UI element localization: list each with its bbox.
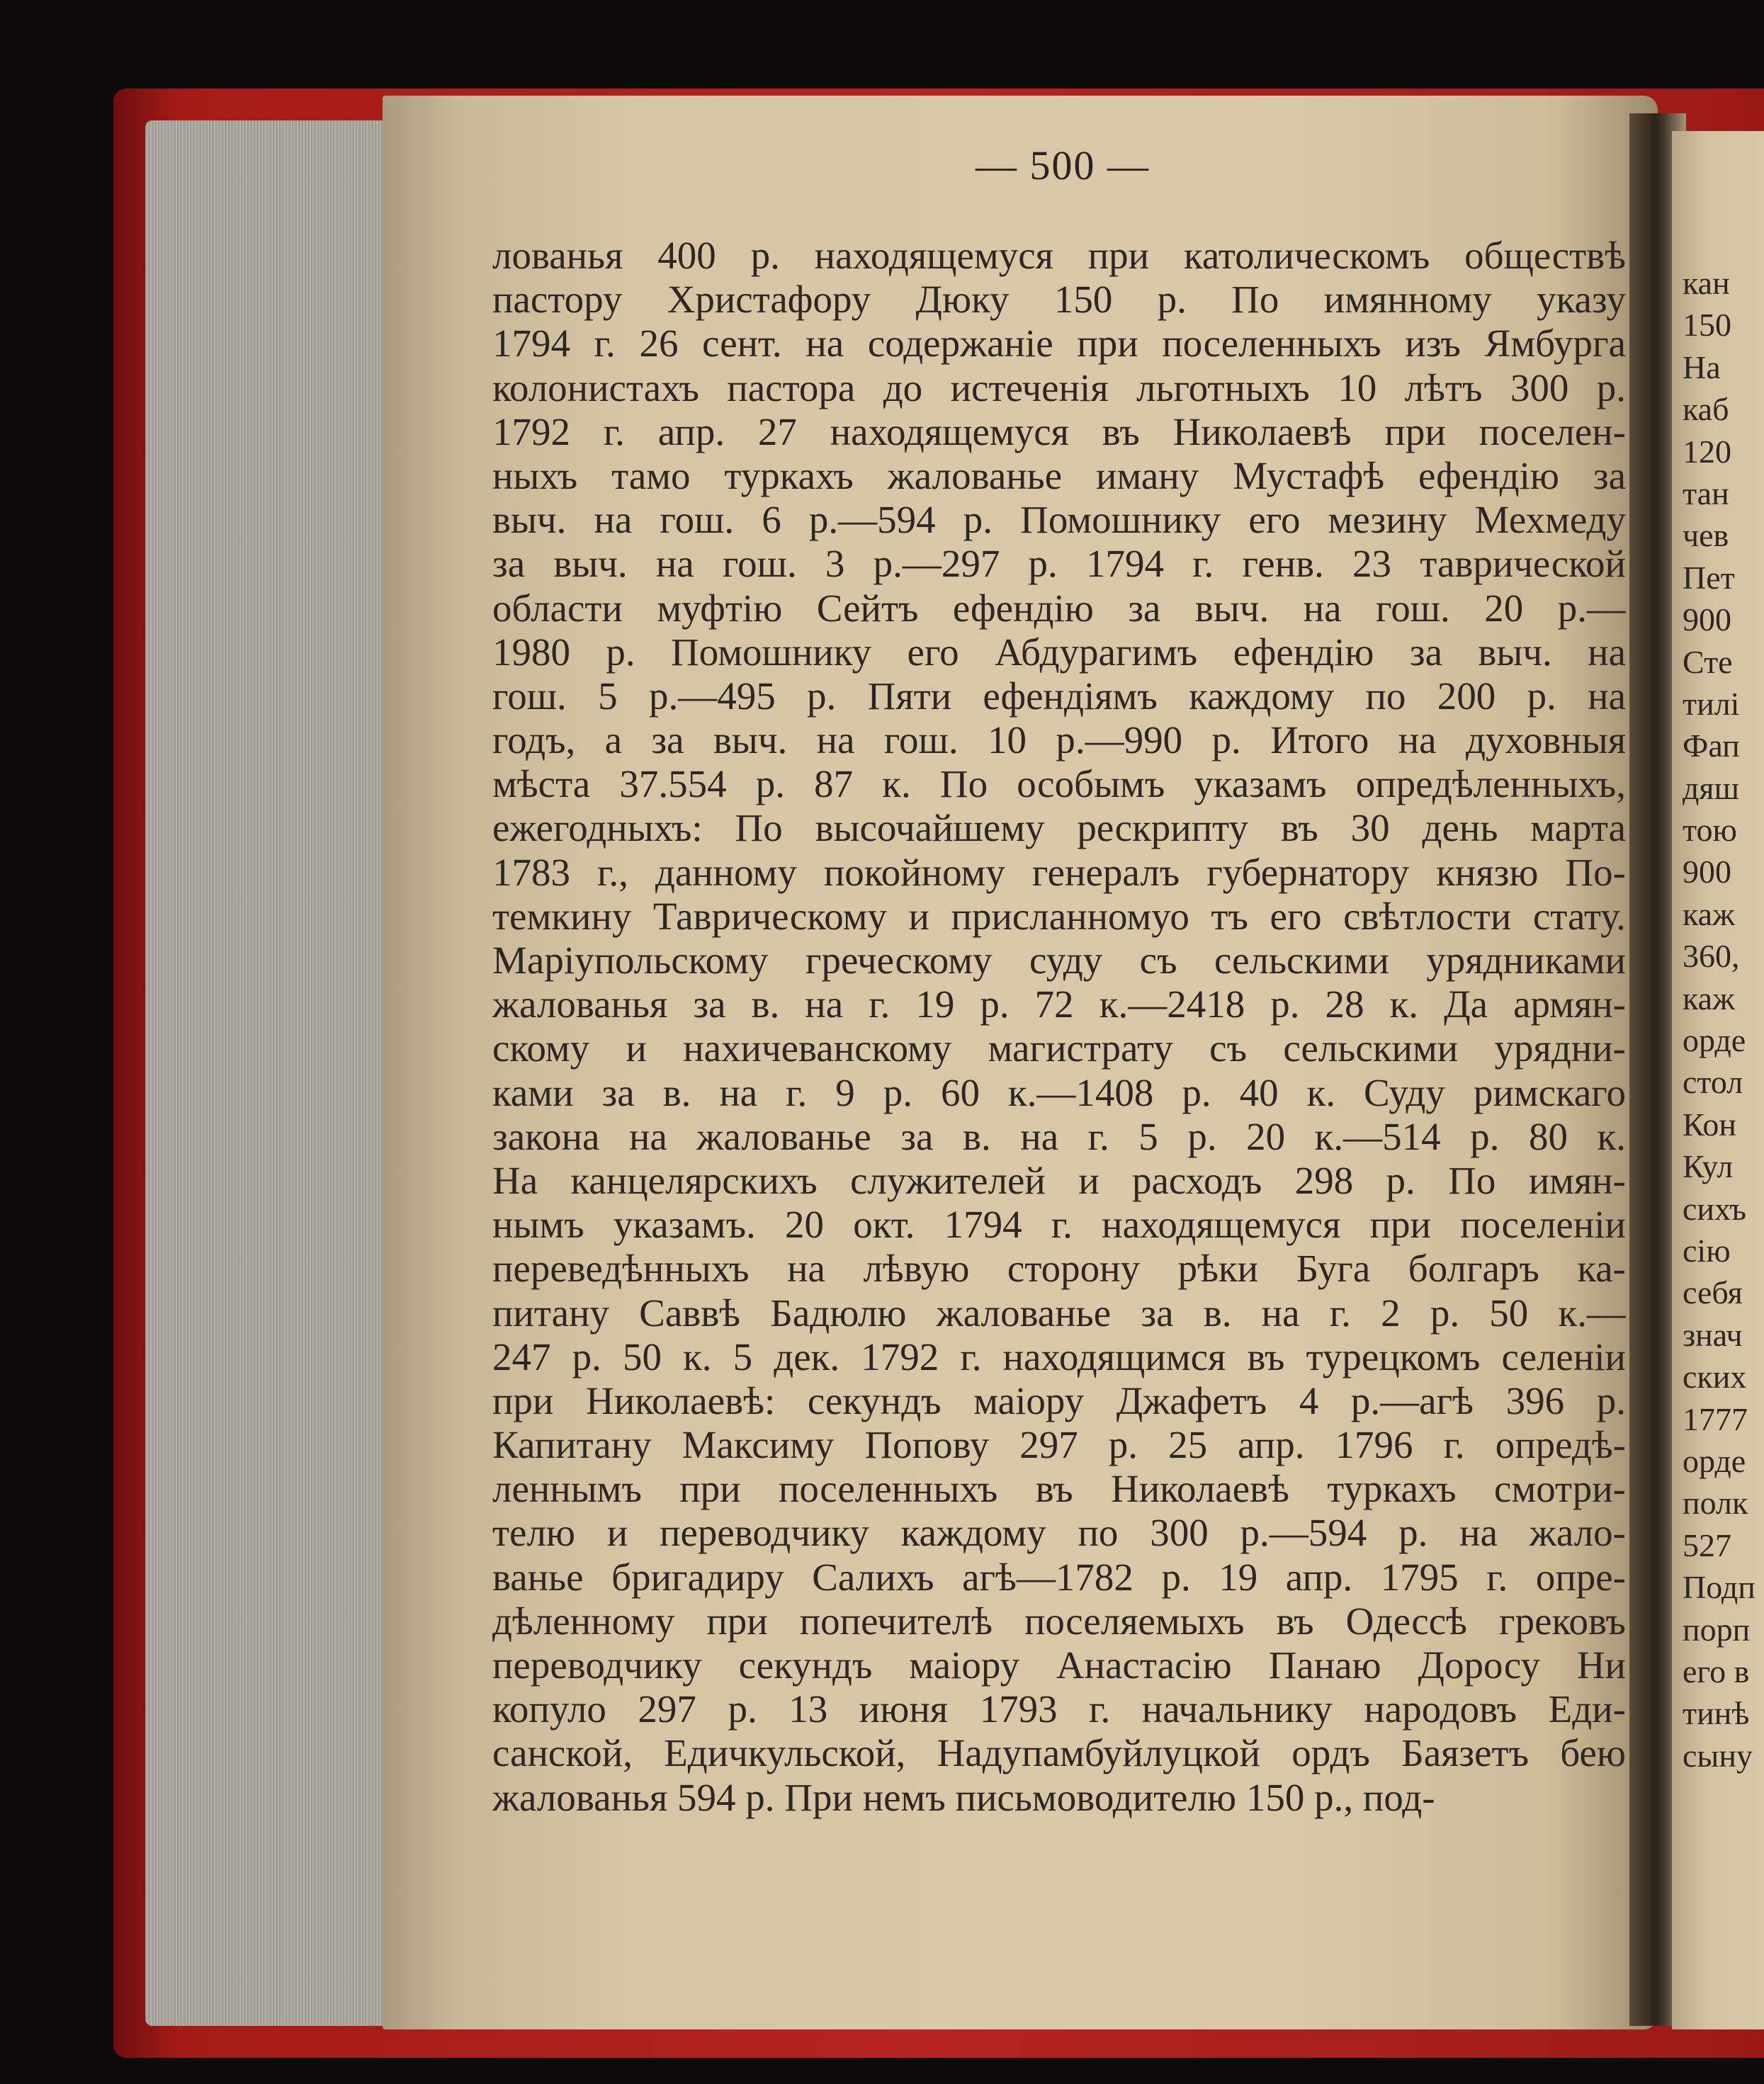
fragment-line: каб bbox=[1683, 391, 1729, 428]
fragment-line: тою bbox=[1683, 812, 1737, 849]
text-line: 1783 г., данному покойному генералъ губернатору князю По- bbox=[492, 850, 1626, 894]
fragment-line: ских bbox=[1683, 1359, 1747, 1395]
fragment-line: орде bbox=[1683, 1022, 1746, 1059]
text-line: 1792 г. апр. 27 находящемуся въ Николаевѣ при поселен- bbox=[492, 409, 1626, 453]
fragment-line: дяш bbox=[1683, 769, 1739, 806]
text-line: переведѣнныхъ на лѣвую сторону рѣки Буга болгаръ ка- bbox=[492, 1247, 1626, 1291]
fragment-line: каж bbox=[1683, 895, 1735, 932]
text-line: Маріупольскому греческому суду съ сельскими урядниками bbox=[492, 939, 1626, 982]
fragment-line: сыну bbox=[1683, 1737, 1753, 1774]
text-line: переводчику секундъ маіору Анастасію Панаю Доросу Ни bbox=[492, 1643, 1626, 1687]
fragment-line: 150 bbox=[1683, 307, 1731, 344]
fragment-line: себя bbox=[1683, 1274, 1743, 1311]
text-line: при Николаевѣ: секундъ маіору Джафетъ 4 р.—агѣ 396 р. bbox=[492, 1378, 1626, 1422]
text-line: ежегодныхъ: По высочайшему рескрипту въ 30 день марта bbox=[492, 806, 1626, 850]
fragment-line: чев bbox=[1683, 517, 1729, 554]
text-line: 1794 г. 26 сент. на содержаніе при поселенныхъ изъ Ямбурга bbox=[492, 322, 1626, 366]
fragment-line: 360, bbox=[1683, 938, 1740, 975]
fragment-line: На bbox=[1683, 349, 1721, 385]
fragment-line: Сте bbox=[1683, 643, 1733, 680]
next-page-text-fragment bbox=[1683, 262, 1764, 1777]
text-line: выч. на гош. 6 р.—594 р. Помошнику его мезину Мехмеду bbox=[492, 498, 1626, 542]
text-line: 1980 р. Помошнику его Абдурагимъ ефендію за выч. на bbox=[492, 630, 1626, 674]
text-line: ванье бригадиру Салихъ агѣ—1782 р. 19 апр. 1795 г. опре- bbox=[492, 1555, 1626, 1599]
text-line: питану Саввѣ Бадюлю жалованье за в. на г. 2 р. 50 к.— bbox=[492, 1291, 1626, 1335]
text-line: дѣленному при попечителѣ поселяемыхъ въ Одессѣ грековъ bbox=[492, 1599, 1626, 1643]
fragment-line: 1777 bbox=[1683, 1400, 1748, 1437]
fragment-line: сихъ bbox=[1683, 1190, 1747, 1227]
main-text-column bbox=[492, 234, 1626, 1820]
text-line: На канцелярскихъ служителей и расходъ 298 р. По имян- bbox=[492, 1158, 1626, 1202]
text-line: гош. 5 р.—495 р. Пяти ефендіямъ каждому по 200 р. на bbox=[492, 674, 1626, 718]
text-line: жалованья за в. на г. 19 р. 72 к.—2418 р. 28 к. Да армян- bbox=[492, 982, 1626, 1026]
fragment-line: Пет bbox=[1683, 559, 1735, 596]
fragment-line: Подп bbox=[1683, 1569, 1755, 1606]
text-line: телю и переводчику каждому по 300 р.—594 р. на жало- bbox=[492, 1511, 1626, 1555]
fragment-line: каж bbox=[1683, 980, 1735, 1016]
text-line: закона на жалованье за в. на г. 5 р. 20 к.—514 р. 80 к. bbox=[492, 1114, 1626, 1158]
fragment-line: знач bbox=[1683, 1316, 1743, 1353]
text-line: пастору Христафору Дюку 150 р. По имянному указу bbox=[492, 278, 1626, 322]
text-line: мѣста 37.554 р. 87 к. По особымъ указамъ опредѣленныхъ, bbox=[492, 762, 1626, 806]
fragment-line: полк bbox=[1683, 1485, 1748, 1522]
page-number: — 500 — bbox=[976, 142, 1150, 188]
text-line: скому и нахичеванскому магистрату съ сельскими урядни- bbox=[492, 1026, 1626, 1070]
fragment-line: его в bbox=[1683, 1653, 1750, 1689]
text-line: Капитану Максиму Попову 297 р. 25 апр. 1796 г. опредѣ- bbox=[492, 1423, 1626, 1467]
fragment-line: тилі bbox=[1683, 685, 1740, 722]
text-line: за выч. на гош. 3 р.—297 р. 1794 г. генв. 23 таврической bbox=[492, 542, 1626, 586]
text-line: нымъ указамъ. 20 окт. 1794 г. находящемуся при поселеніи bbox=[492, 1203, 1626, 1247]
text-line: ныхъ тамо туркахъ жалованье иману Мустафѣ ефендію за bbox=[492, 453, 1626, 497]
fragment-line: 900 bbox=[1683, 601, 1731, 638]
fragment-line: Кул bbox=[1683, 1148, 1734, 1185]
text-line: лованья 400 р. находящемуся при католическомъ обществѣ bbox=[492, 234, 1626, 277]
text-line: колонистахъ пастора до истеченія льготныхъ 10 лѣтъ 300 р. bbox=[492, 366, 1626, 409]
fragment-line: порп bbox=[1683, 1611, 1751, 1648]
page-edges bbox=[145, 120, 414, 2026]
fragment-line: сію bbox=[1683, 1232, 1731, 1269]
fragment-line: орде bbox=[1683, 1442, 1746, 1479]
fragment-line: стол bbox=[1683, 1064, 1743, 1101]
text-line: годъ, а за выч. на гош. 10 р.—990 р. Итого на духовныя bbox=[492, 718, 1626, 762]
fragment-line: Кон bbox=[1683, 1106, 1737, 1143]
fragment-line: тинѣ bbox=[1683, 1695, 1750, 1732]
fragment-line: 527 bbox=[1683, 1527, 1731, 1563]
text-line: санской, Едичкульской, Надупамбуйлуцкой ордъ Баязетъ бею bbox=[492, 1731, 1626, 1775]
text-line: леннымъ при поселенныхъ въ Николаевѣ туркахъ смотри- bbox=[492, 1467, 1626, 1511]
text-line: копуло 297 р. 13 июня 1793 г. начальнику народовъ Еди- bbox=[492, 1687, 1626, 1731]
fragment-line: кан bbox=[1683, 265, 1730, 301]
fragment-line: Фап bbox=[1683, 727, 1740, 764]
text-line: 247 р. 50 к. 5 дек. 1792 г. находящимся въ турецкомъ селеніи bbox=[492, 1335, 1626, 1378]
text-line: жалованья 594 р. При немъ письмоводителю 150 р., под- bbox=[492, 1775, 1435, 1819]
text-line: ками за в. на г. 9 р. 60 к.—1408 р. 40 к. Суду римскаго bbox=[492, 1070, 1626, 1114]
fragment-line: 900 bbox=[1683, 854, 1731, 890]
text-line: темкину Таврическому и присланномуо тъ его свѣтлости стату. bbox=[492, 894, 1626, 938]
fragment-line: 120 bbox=[1683, 433, 1731, 470]
fragment-line: тан bbox=[1683, 475, 1729, 511]
text-line: области муфтію Сейтъ ефендію за выч. на гош. 20 р.— bbox=[492, 586, 1626, 630]
